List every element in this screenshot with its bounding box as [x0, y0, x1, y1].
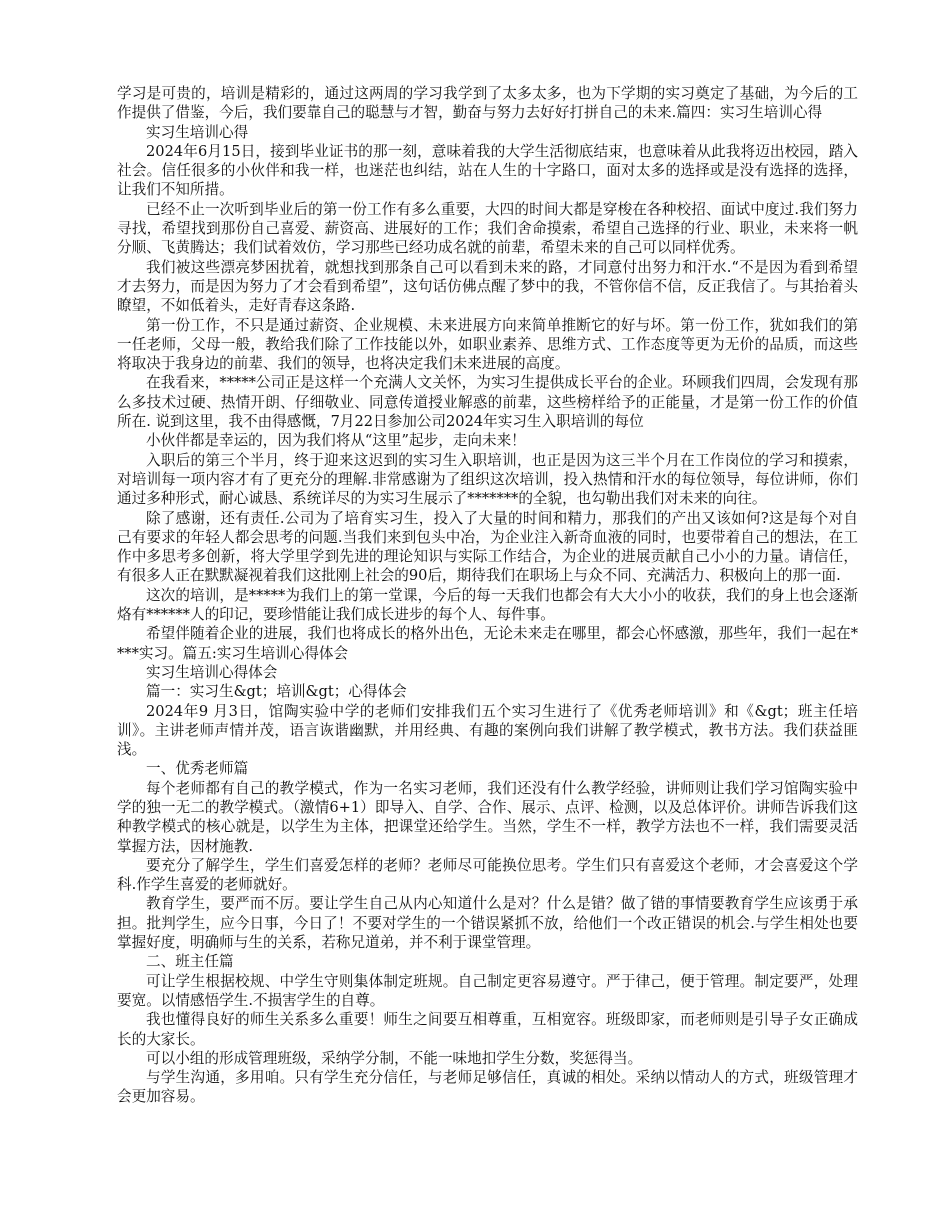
- paragraph: 篇一：实习生&gt；培训&gt；心得体会: [146, 683, 407, 701]
- paragraph: 这次的培训，是*****为我们上的第一堂课，今后的每一天我们也都会有大大小小的收获，我们的身上也会逐渐烙有******人的印记，要珍惜能让我们成长进步的每个人、每件事。: [117, 586, 858, 624]
- paragraph: 在我看来，*****公司正是这样一个充满人文关怀，为实习生提供成长平台的企业。环顾我们四周，会发现有那么多技术过硬、热情开朗、仔细敬业、同意传道授业解惑的前辈，这些榜样给予的正能量，才是第一份工作的价值所在. 说到这里，我不由得感慨，7月22日参加公司2024年实习生入职培训的每位: [117, 374, 858, 431]
- paragraph: 实习生培训心得: [146, 123, 249, 141]
- paragraph: 可以小组的形成管理班级，采纳学分制，不能一味地扣学生分数，奖惩得当。: [146, 1049, 643, 1067]
- paragraph: 第一份工作，不只是通过薪资、企业规模、未来进展方向来简单推断它的好与坏。第一份工作，犹如我们的第一任老师，父母一般，教给我们除了工作技能以外，如职业素养、思维方式、工作态度等更为无价的品质，而这些将取决于我身边的前辈、我们的领导，也将决定我们未来进展的高度。: [117, 316, 858, 373]
- paragraph: 希望伴随着企业的进展，我们也将成长的格外出色，无论未来走在哪里，都会心怀感激，那些年，我们一起在****实习。篇五:实习生培训心得体会: [117, 625, 858, 662]
- paragraph: 我也懂得良好的师生关系多么重要！师生之间要互相尊重，互相宽容。班级即家，而老师则是引导子女正确成长的大家长。: [117, 1011, 858, 1048]
- paragraph: 每个老师都有自己的教学模式，作为一名实习老师，我们还没有什么教学经验，讲师则让我们学习馆陶实验中学的独一无二的教学模式。（激情6+1）即导入、自学、合作、展示、点评、检测，以及总体评价。讲师告诉我们这种教学模式的核心就是，以学生为主体，把课堂还给学生。当然，学生不一样，教学方法也不一样，我们需要灵活掌握方法，因材施教.: [117, 779, 858, 855]
- paragraph: 入职后的第三个半月，终于迎来这迟到的实习生入职培训，也正是因为这三半个月在工作岗位的学习和摸索，对培训每一项内容才有了更充分的理解.非常感谢为了组织这次培训，投入热情和汗水的每位领导，每位讲师，你们通过多种形式，耐心诚恳、系统详尽的为实习生展示了*******的全貌，也勾勒出我们对未来的向往。: [117, 451, 858, 508]
- paragraph: 可让学生根据校规、中学生守则集体制定班规。自己制定更容易遵守。严于律己，便于管理。制定要严，处理要宽。以情感悟学生.不损害学生的自尊。: [117, 972, 858, 1009]
- paragraph: 学习是可贵的，培训是精彩的，通过这两周的学习我学到了太多太多，也为下学期的实习奠定了基础，为今后的工作提供了借鉴，今后，我们要靠自己的聪慧与才智，勤奋与努力去好好打拼自己的未来.篇四：实习生培训心得: [117, 85, 858, 122]
- paragraph: 除了感谢，还有责任.公司为了培育实习生，投入了大量的时间和精力，那我们的产出又该如何?这是每个对自己有要求的年轻人都会思考的问题.当我们来到包头中冶，为企业注入新奇血液的同时，也要带着自己的想法，在工作中多思考多创新，将大学里学到先进的理论知识与实际工作结合，为企业的进展贡献自己小小的力量。请信任，有很多人正在默默凝视着我们这批刚上社会的90后，期待我们在职场上与众不同、充满活力、积极向上的那一面.: [117, 509, 858, 585]
- paragraph: 我们被这些漂亮梦困扰着，就想找到那条自己可以看到未来的路，才同意付出努力和汗水.“不是因为看到希望才去努力，而是因为努力了才会看到希望”，这句话仿佛点醒了梦中的我，不管你信不信，反正我信了。与其抬着头瞭望，不如低着头，走好青春这条路.: [117, 258, 858, 315]
- paragraph: 二、班主任篇: [146, 953, 234, 971]
- paragraph: 一、优秀老师篇: [146, 760, 249, 778]
- paragraph: 教育学生，要严而不厉。要让学生自己从内心知道什么是对？什么是错？做了错的事情要教育学生应该勇于承担。批判学生，应今日事，今日了！不要对学生的一个错误紧抓不放，给他们一个改正错误的机会.与学生相处也要掌握好度，明确师与生的关系，若称兄道弟，并不利于课堂管理。: [117, 895, 858, 952]
- paragraph: 实习生培训心得体会: [146, 663, 278, 681]
- paragraph: 2024年6月15日，接到毕业证书的那一刻，意味着我的大学生活彻底结束，也意味着从此我将迈出校园，踏入社会。信任很多的小伙伴和我一样，也迷茫也纠结，站在人生的十字路口，面对太多的选择或是没有选择的选择，让我们不知所措。: [117, 142, 858, 199]
- paragraph: 要充分了解学生，学生们喜爱怎样的老师？老师尽可能换位思考。学生们只有喜爱这个老师，才会喜爱这个学科.作学生喜爱的老师就好。: [117, 856, 858, 894]
- document-body: [117, 84, 858, 1107]
- paragraph: 与学生沟通，多用咱。只有学生充分信任，与老师足够信任，真诚的相处。采纳以情动人的方式，班级管理才会更加容易。: [117, 1069, 858, 1106]
- paragraph: 已经不止一次听到毕业后的第一份工作有多么重要，大四的时间大都是穿梭在各种校招、面试中度过.我们努力寻找，希望找到那份自己喜爱、薪资高、进展好的工作；我们舍命摸索，希望自己选择的行业、职业，未来将一帆分顺、飞黄腾达；我们试着效仿，学习那些已经功成名就的前辈，希望未来的自己可以同样优秀。: [117, 200, 858, 257]
- paragraph: 2024年9 月3日，馆陶实验中学的老师们安排我们五个实习生进行了《优秀老师培训》和《&gt；班主任培训》。主讲老师声情并茂，语言诙谐幽默，并用经典、有趣的案例向我们讲解了教学模式，教书方法。我们获益匪浅。: [117, 702, 858, 759]
- paragraph: 小伙伴都是幸运的，因为我们将从“这里”起步，走向未来！: [146, 432, 526, 450]
